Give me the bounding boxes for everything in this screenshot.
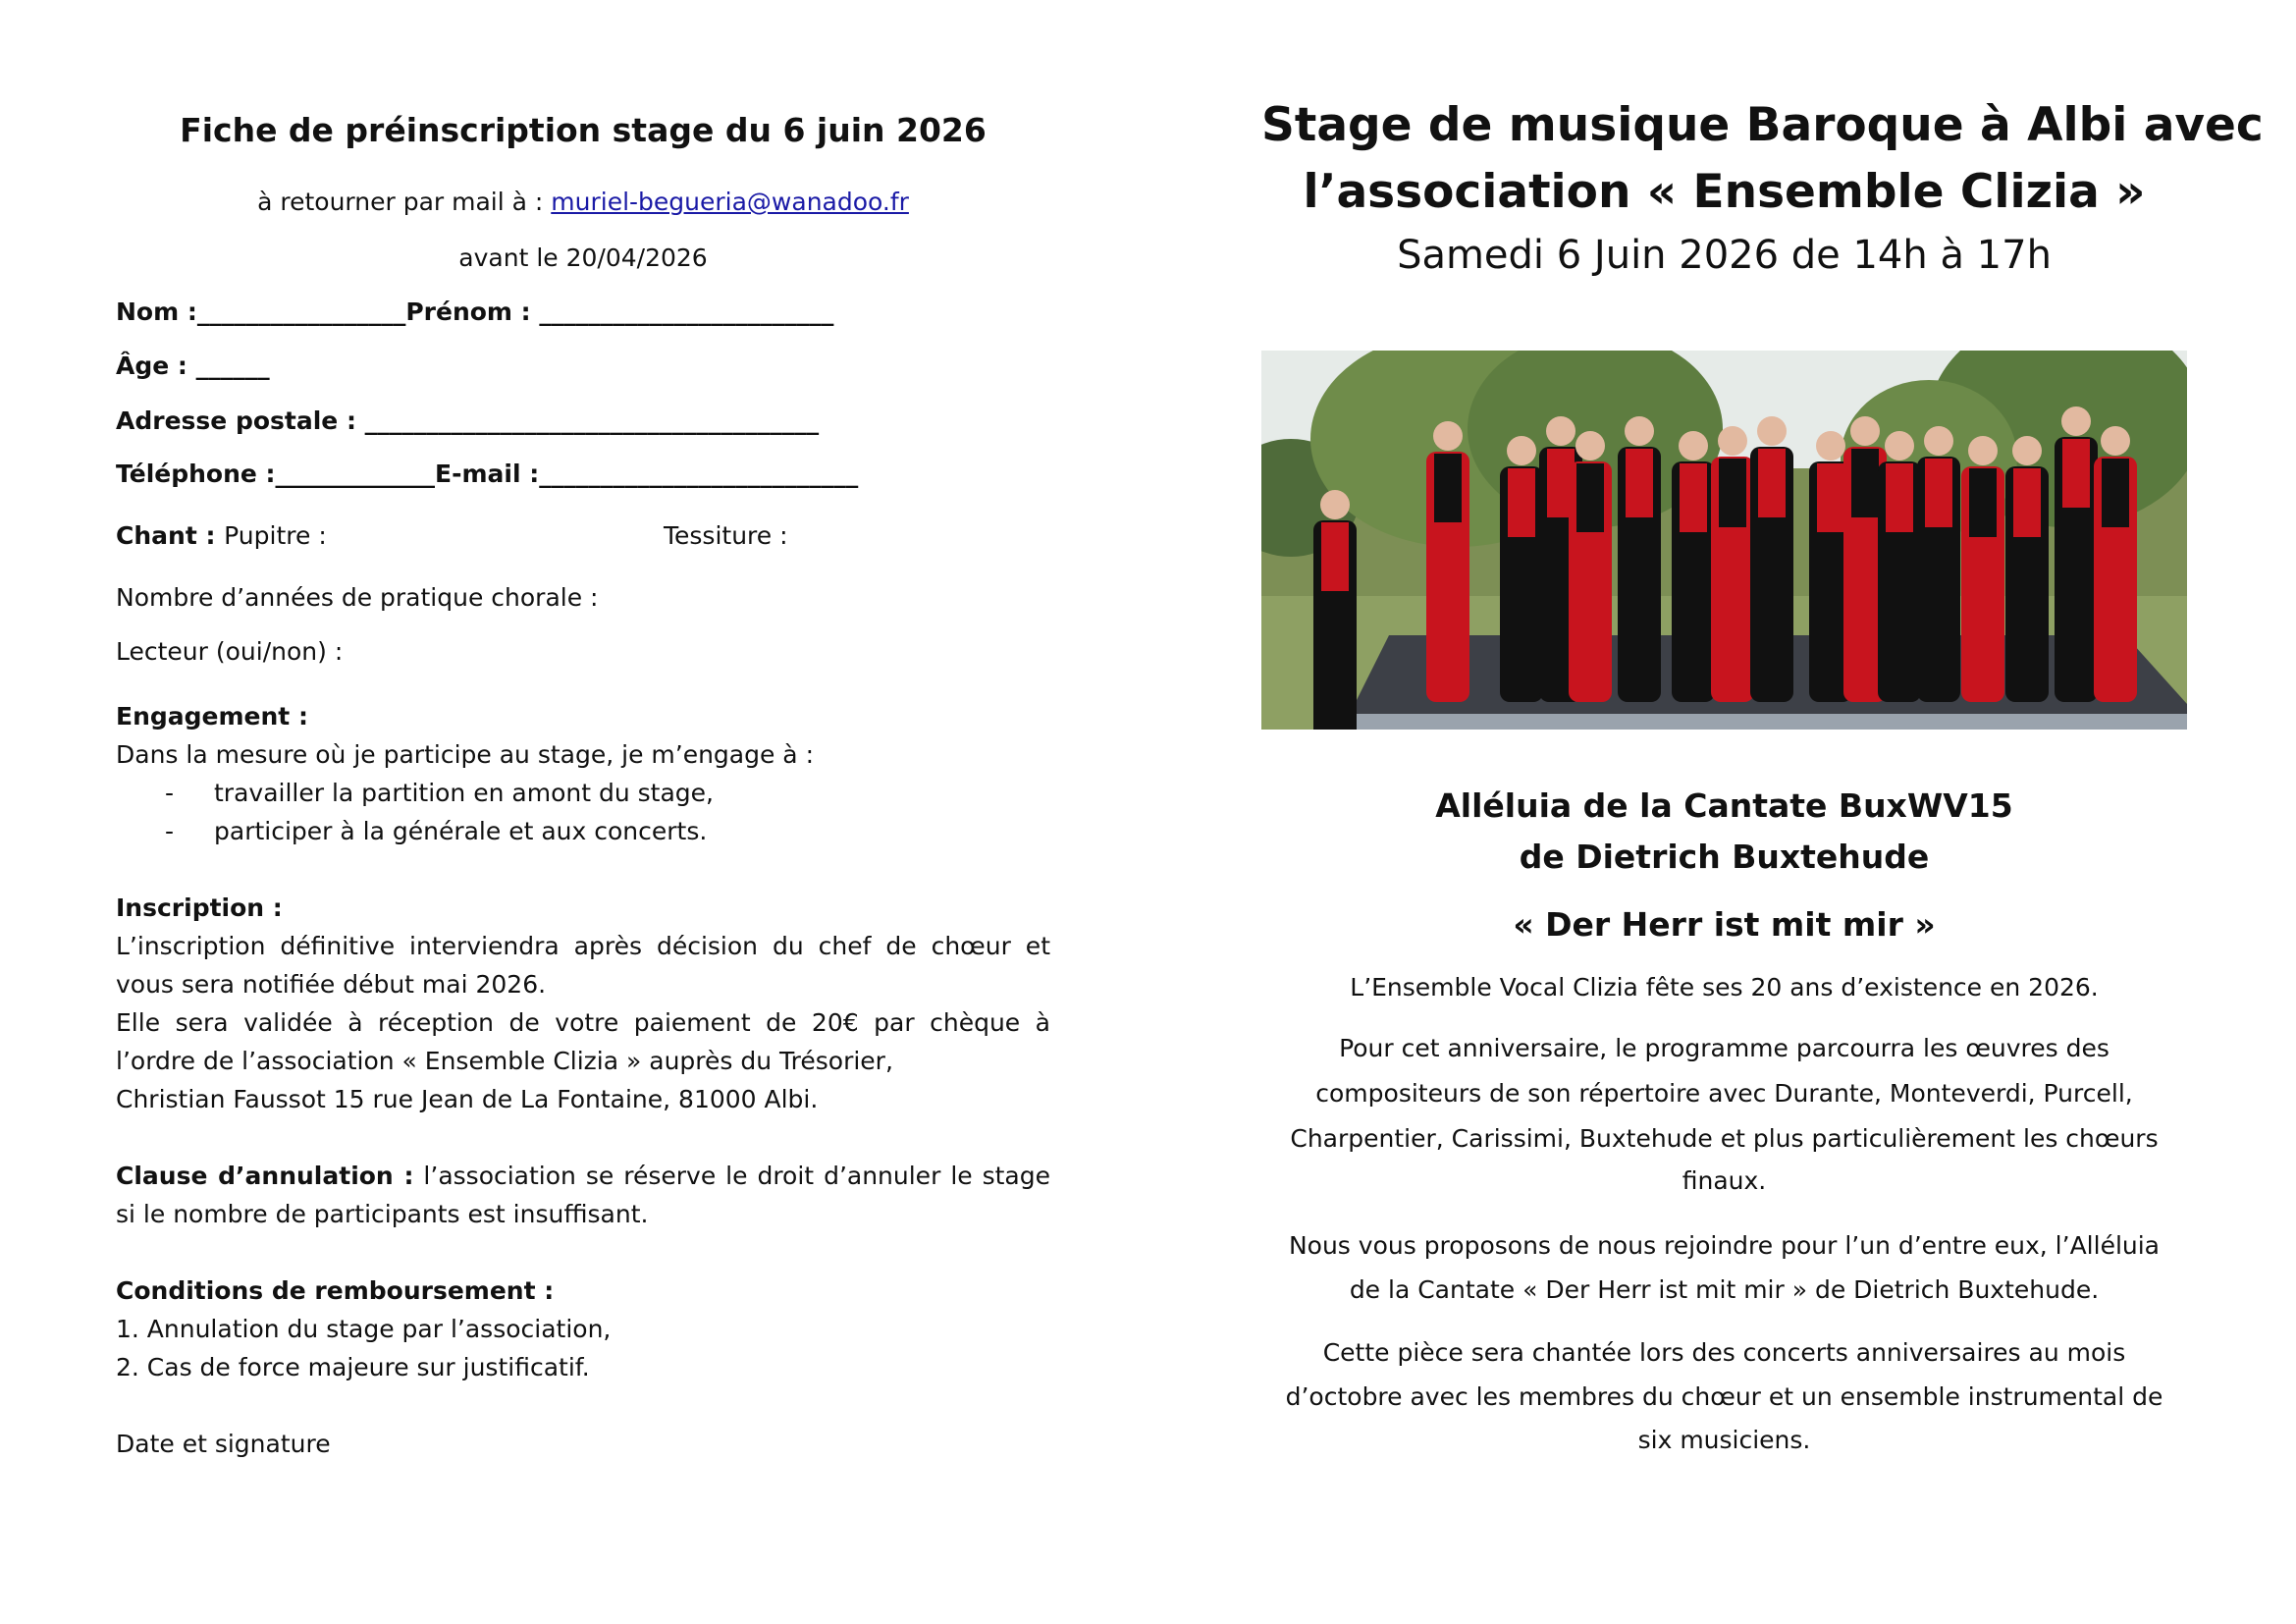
- choir-member-scarf: [1758, 449, 1786, 517]
- choir-member-head: [1718, 426, 1747, 456]
- choir-member-head: [1816, 431, 1845, 460]
- tessiture-label: Tessiture :: [664, 521, 788, 550]
- telephone-email-field[interactable]: Téléphone :_____________E-mail :__________________________: [116, 460, 859, 488]
- condition-item: 1. Annulation du stage par l’association,: [116, 1315, 612, 1343]
- flyer-title-line2: l’association « Ensemble Clizia »: [1303, 165, 2146, 219]
- flyer-para3-line: Nous vous proposons de nous rejoindre pour l’un d’entre eux, l’Alléluia: [1288, 1231, 2161, 1260]
- choir-member-head: [1546, 416, 1575, 446]
- choir-member-head: [2012, 436, 2042, 465]
- inscription-line: l’ordre de l’association « Ensemble Clizia » auprès du Trésorier,: [116, 1047, 893, 1075]
- choir-member-head: [1968, 436, 1998, 465]
- adresse-field[interactable]: Adresse postale : _____________________________________: [116, 406, 820, 435]
- bullet: -: [165, 817, 175, 845]
- choir-member-scarf: [1434, 454, 1462, 522]
- choir-photo: [1261, 351, 2187, 730]
- chant-row: [116, 516, 1050, 555]
- choir-member-head: [2101, 426, 2130, 456]
- engagement-item: participer à la générale et aux concerts.: [214, 817, 708, 845]
- choir-member-scarf: [1817, 463, 1844, 532]
- lecteur-label: Lecteur (oui/non) :: [116, 637, 344, 666]
- choir-member-scarf: [1969, 468, 1997, 537]
- choir-member-scarf: [2013, 468, 2041, 537]
- flyer-para4-line: Cette pièce sera chantée lors des concerts anniversaires au mois: [1322, 1338, 2126, 1367]
- chant-label: Chant: [116, 521, 197, 550]
- choir-member-head: [1507, 436, 1536, 465]
- engagement-heading: Engagement :: [116, 702, 308, 731]
- choir-member-scarf: [1886, 463, 1913, 532]
- choir-member-head: [1320, 490, 1350, 519]
- signature-label: Date et signature: [116, 1430, 331, 1458]
- inscription-line: Elle sera validée à réception de votre paiement de 20€ par chèque à: [116, 1008, 1050, 1037]
- flyer-title-line1: Stage de musique Baroque à Albi avec: [1261, 98, 2264, 152]
- nom-prenom-field[interactable]: Nom :_________________Prénom : ________________________: [116, 298, 834, 326]
- choir-member-scarf: [1321, 522, 1349, 591]
- flyer-para1: L’Ensemble Vocal Clizia fête ses 20 ans d’existence en 2026.: [1350, 973, 2099, 1001]
- form-title: Fiche de préinscription stage du 6 juin 2026: [180, 111, 987, 149]
- return-instructions: [116, 183, 1050, 221]
- flyer-para2-line: Pour cet anniversaire, le programme parcourra les œuvres des: [1339, 1034, 2109, 1062]
- piece-line1: Alléluia de la Cantate BuxWV15: [1435, 786, 2013, 825]
- choir-member-head: [1850, 416, 1880, 446]
- inscription-line: L’inscription définitive interviendra après décision du chef de chœur et: [116, 932, 1050, 960]
- flyer-para3-line: de la Cantate « Der Herr ist mit mir » de Dietrich Buxtehude.: [1349, 1275, 2100, 1304]
- choir-member-scarf: [2102, 459, 2129, 527]
- nombre-annees-label: Nombre d’années de pratique chorale :: [116, 583, 599, 612]
- inscription-heading: Inscription :: [116, 893, 283, 922]
- clause-line-2: si le nombre de participants est insuffisant.: [116, 1200, 649, 1228]
- choir-member-scarf: [1626, 449, 1653, 517]
- choir-member-head: [1575, 431, 1605, 460]
- age-field[interactable]: Âge : ______: [116, 352, 270, 380]
- choir-member-scarf: [1719, 459, 1746, 527]
- engagement-intro: Dans la mesure où je participe au stage, je m’engage à :: [116, 740, 814, 769]
- choir-member-head: [1885, 431, 1914, 460]
- inscription-line: vous sera notifiée début mai 2026.: [116, 970, 547, 999]
- choir-member-scarf: [1925, 459, 1952, 527]
- inscription-line: Christian Faussot 15 rue Jean de La Fontaine, 81000 Albi.: [116, 1085, 819, 1113]
- chant-colon: :: [196, 521, 225, 550]
- bullet: -: [165, 779, 175, 807]
- choir-member-head: [1625, 416, 1654, 446]
- clause-text: l’association se réserve le droit d’annuler le stage: [413, 1162, 1051, 1190]
- piece-title: « Der Herr ist mit mir »: [1513, 905, 1936, 944]
- email-link[interactable]: muriel-begueria@wanadoo.fr: [551, 188, 909, 216]
- choir-member-scarf: [1680, 463, 1707, 532]
- choir-member-head: [1924, 426, 1953, 456]
- conditions-heading: Conditions de remboursement :: [116, 1276, 555, 1305]
- choir-member-head: [1433, 421, 1463, 451]
- choir-member-scarf: [1508, 468, 1535, 537]
- choir-member-scarf: [1576, 463, 1604, 532]
- condition-item: 2. Cas de force majeure sur justificatif.: [116, 1353, 590, 1381]
- flyer-para2-line: Charpentier, Carissimi, Buxtehude et plus particulièrement les chœurs: [1290, 1124, 2159, 1153]
- return-prefix: à retourner par mail à :: [257, 188, 552, 216]
- engagement-item: travailler la partition en amont du stage,: [214, 779, 714, 807]
- clause-heading: Clause d’annulation :: [116, 1162, 414, 1190]
- pupitre-label: Pupitre :: [224, 521, 327, 550]
- choir-member-scarf: [1851, 449, 1879, 517]
- choir-member-scarf: [2062, 439, 2090, 508]
- deadline: avant le 20/04/2026: [458, 244, 708, 272]
- flyer-para2-line: finaux.: [1682, 1166, 1767, 1195]
- choir-member-head: [1757, 416, 1787, 446]
- flyer-para2-line: compositeurs de son répertoire avec Durante, Monteverdi, Purcell,: [1315, 1079, 2133, 1108]
- choir-member-head: [1679, 431, 1708, 460]
- choir-member-head: [2061, 406, 2091, 436]
- flyer-date: Samedi 6 Juin 2026 de 14h à 17h: [1397, 233, 2052, 278]
- flyer-para4-line: six musiciens.: [1637, 1426, 1811, 1454]
- piece-line2: de Dietrich Buxtehude: [1519, 838, 1930, 876]
- clause-line: [116, 1157, 1050, 1195]
- flyer-para4-line: d’octobre avec les membres du chœur et un ensemble instrumental de: [1285, 1382, 2163, 1411]
